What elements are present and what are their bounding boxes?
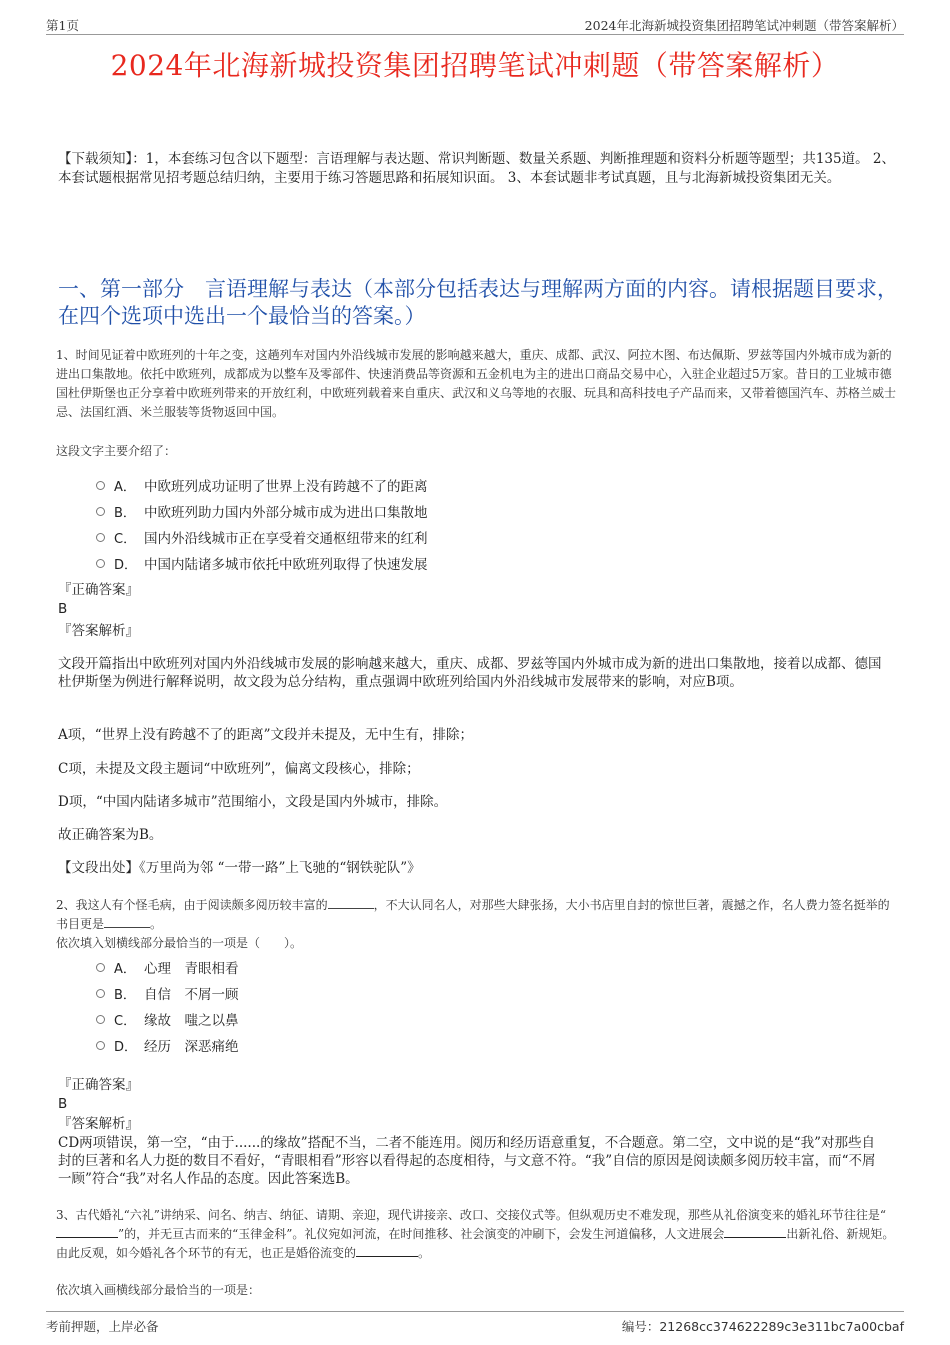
fill-blank [104, 915, 150, 928]
option-text: 中国内陆诸多城市依托中欧班列取得了快速发展 [144, 557, 428, 573]
question-1-source: 【文段出处】《万里尚为邻 “一带一路”上飞驰的“钢铁驼队”》 [58, 860, 421, 876]
question-2-analysis: CD两项错误，第一空，“由于......的缘故”搭配不当，二者不能连用。阅历和经历语意重复，不合题意。第二空，文中说的是“我”对那些自封的巨著和名人力挺的数目不看好，“青眼相看”形容以看得起的态度相待，与文意不符。“我”自信的原因是阅读颇多阅历较丰富，而“不屑一顾”符合“我”对名人作品的态度。因此答案选B。 [58, 1135, 876, 1187]
question-2-text-part: ，不大认同名人，对那些大肆张扬，大小书店里自封的惊世巨著，震撼之作，名人费力签名挺举的书目更是 [56, 898, 890, 931]
option-text: 缘故 嗤之以鼻 [144, 1013, 239, 1029]
question-2-prompt: 依次填入划横线部分最恰当的一项是（ ）。 [56, 936, 303, 950]
question-1-option-a[interactable] [96, 472, 856, 498]
radio-icon[interactable] [96, 989, 105, 998]
question-2-answer: B [58, 1096, 68, 1112]
question-1-a-note: A项，“世界上没有跨越不了的距离”文段并未提及，无中生有，排除； [58, 727, 474, 743]
question-1-c-note: C项，未提及文段主题词“中欧班列”，偏离文段核心，排除； [58, 761, 420, 777]
question-1-answer-label: 『正确答案』 [58, 582, 139, 598]
fill-blank [356, 1244, 418, 1257]
question-1-option-b[interactable] [96, 498, 856, 524]
radio-icon[interactable] [96, 481, 105, 490]
question-1-options [96, 472, 856, 576]
question-2-option-a[interactable] [96, 954, 856, 980]
radio-icon[interactable] [96, 533, 105, 542]
header-doc-title: 2024年北海新城投资集团招聘笔试冲刺题（带答案解析） [584, 18, 904, 33]
question-1-analysis: 文段开篇指出中欧班列对国内外沿线城市发展的影响越来越大，重庆、成都、罗兹等国内外城市成为新的进出口集散地，接着以成都、德国杜伊斯堡为例进行解释说明，故文段为总分结构，重点强调中欧班列给国内外沿线城市发展带来的影响，对应B项。 [58, 656, 882, 690]
page-footer [46, 1311, 904, 1334]
question-3-text [56, 1206, 898, 1263]
question-2-options [96, 954, 856, 1058]
question-2-answer-label: 『正确答案』 [58, 1077, 139, 1093]
question-2-text-part: 2、我这人有个怪毛病，由于阅读颇多阅历较丰富的 [56, 898, 328, 912]
option-text: 中欧班列成功证明了世界上没有跨越不了的距离 [144, 479, 428, 495]
radio-icon[interactable] [96, 507, 105, 516]
question-3-text-part: ”的，并无亘古而来的“玉律金科”。礼仪宛如河流，在时间推移、社会演变的冲刷下，会发生河道偏移，人文进展会 [118, 1227, 725, 1241]
option-text: 经历 深恶痛绝 [144, 1039, 239, 1055]
footer-doc-id: 编号：21268cc374622289c3e311bc7a00cbaf [621, 1319, 904, 1334]
option-text: 中欧班列助力国内外部分城市成为进出口集散地 [144, 505, 428, 521]
page-number: 第1页 [46, 18, 79, 33]
option-letter: B． [114, 987, 136, 1003]
option-letter: D． [114, 557, 138, 573]
option-text: 国内外沿线城市正在享受着交通枢纽带来的红利 [144, 531, 428, 547]
option-letter: B． [114, 505, 136, 521]
question-3-text-part: 。 [418, 1246, 431, 1260]
question-2-text [56, 896, 898, 934]
fill-blank [724, 1225, 786, 1238]
option-letter: C． [114, 531, 137, 547]
option-letter: D． [114, 1039, 138, 1055]
download-notice: 【下载须知】：1，本套练习包含以下题型：言语理解与表达题、常识判断题、数量关系题、判断推理题和资料分析题等题型；共135道。 2、本套试题根据常见招考题总结归纳，主要用于练习答题思路和拓展知识面。 3、本套试题非考试真题，且与北海新城投资集团无关。 [58, 151, 895, 186]
page-title: 2024年北海新城投资集团招聘笔试冲刺题（带答案解析） [110, 49, 840, 82]
question-1-answer: B [58, 601, 68, 617]
question-3-text-part: 3、古代婚礼“六礼”讲纳采、问名、纳吉、纳征、请期、亲迎，现代讲接亲、改口、交接仪式等。但纵观历史不难发现，那些从礼俗演变来的婚礼环节往往是“ [56, 1208, 887, 1222]
footer-slogan: 考前押题，上岸必备 [46, 1319, 159, 1334]
option-letter: A． [114, 961, 136, 977]
radio-icon[interactable] [96, 963, 105, 972]
option-letter: A． [114, 479, 136, 495]
question-2-option-d[interactable] [96, 1032, 856, 1058]
option-text: 自信 不屑一顾 [144, 987, 239, 1003]
fill-blank [328, 896, 374, 909]
question-2-option-c[interactable] [96, 1006, 856, 1032]
question-2-option-b[interactable] [96, 980, 856, 1006]
question-1-analysis-label: 『答案解析』 [58, 623, 139, 639]
question-2-analysis-label: 『答案解析』 [58, 1116, 139, 1132]
question-3-text-part: 出新礼俗、新规矩。由此反观，如今婚礼各个环节的有无，也正是婚俗流变的 [56, 1227, 895, 1260]
page-header [46, 14, 904, 35]
question-1-conclusion: 故正确答案为B。 [58, 827, 163, 843]
question-2-text-part: 。 [150, 917, 163, 931]
question-1-option-c[interactable] [96, 524, 856, 550]
question-1-option-d[interactable] [96, 550, 856, 576]
section-title: 一、第一部分 言语理解与表达（本部分包括表达与理解两方面的内容。请根据题目要求，在四个选项中选出一个最恰当的答案。） [58, 277, 898, 328]
radio-icon[interactable] [96, 1041, 105, 1050]
option-text: 心理 青眼相看 [144, 961, 239, 977]
radio-icon[interactable] [96, 559, 105, 568]
radio-icon[interactable] [96, 1015, 105, 1024]
question-1-d-note: D项，“中国内陆诸多城市”范围缩小，文段是国内外城市，排除。 [58, 794, 448, 810]
fill-blank [56, 1225, 118, 1238]
question-1-prompt: 这段文字主要介绍了： [56, 444, 177, 458]
option-letter: C． [114, 1013, 137, 1029]
question-1-text: 1、时间见证着中欧班列的十年之变，这趟列车对国内外沿线城市发展的影响越来越大，重庆、成都、武汉、阿拉木图、布达佩斯、罗兹等国内外城市成为新的进出口集散地。依托中欧班列，成都成为以整车及零部件、快速消费品等资源和五金机电为主的进出口商品交易中心，入驻企业超过5万家。昔日的工业城市德国杜伊斯堡也正分享着中欧班列带来的开放红利，中欧班列载着来自重庆、武汉和义乌等地的衣服、玩具和高科技电子产品而来，又带着德国汽车、苏格兰威士忌、法国红酒、米兰服装等货物返回中国。 [56, 348, 897, 419]
question-3-prompt: 依次填入画横线部分最恰当的一项是： [56, 1283, 261, 1297]
